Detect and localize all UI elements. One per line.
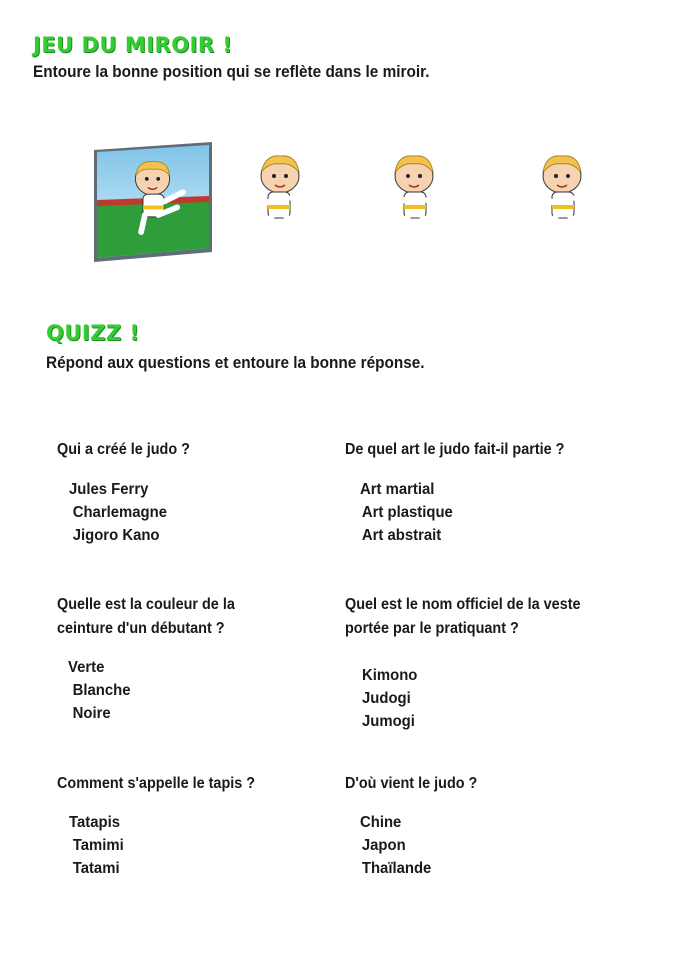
answer-option[interactable]: Art martial	[360, 481, 435, 498]
judoka-kick-figure[interactable]	[522, 150, 602, 240]
answer-option[interactable]: Tamimi	[72, 837, 124, 854]
question-text: De quel art le judo fait-il partie ?	[345, 441, 565, 458]
answer-options-4	[362, 664, 417, 733]
answer-option[interactable]: Japon	[361, 837, 406, 854]
question-6	[345, 772, 477, 796]
answer-options-1	[69, 478, 167, 547]
answer-option[interactable]: Art abstrait	[361, 527, 442, 544]
answer-option[interactable]: Jules Ferry	[69, 481, 149, 498]
answer-options-6	[360, 811, 431, 880]
answer-option[interactable]: Charlemagne	[72, 504, 167, 521]
quiz-instruction: Répond aux questions et entoure la bonne réponse.	[46, 354, 425, 372]
answer-option[interactable]: Kimono	[362, 667, 418, 684]
quiz-title: QUIZZ !	[46, 321, 140, 345]
question-text: Qui a créé le judo ?	[57, 441, 190, 458]
answer-option[interactable]: Chine	[360, 814, 402, 831]
question-text: D'où vient le judo ?	[345, 775, 478, 792]
question-2	[345, 438, 564, 462]
answer-option[interactable]: Judogi	[362, 690, 411, 707]
answer-options-5	[69, 811, 124, 880]
answer-option[interactable]: Tatami	[72, 860, 120, 877]
answer-option[interactable]: Noire	[72, 705, 111, 722]
judoka-kick-figure[interactable]	[378, 150, 458, 240]
question-3	[57, 593, 235, 641]
answer-option[interactable]: Jumogi	[362, 713, 415, 730]
answer-option[interactable]: Art plastique	[361, 504, 453, 521]
judoka-kick-figure[interactable]	[236, 150, 316, 240]
answer-option[interactable]: Thaïlande	[361, 860, 432, 877]
answer-options-2	[360, 478, 453, 547]
question-text: ceinture d'un débutant ?	[57, 620, 225, 637]
question-text: Comment s'appelle le tapis ?	[57, 775, 256, 792]
answer-option[interactable]: Tatapis	[69, 814, 120, 831]
question-1	[57, 438, 190, 462]
answer-option[interactable]: Blanche	[72, 682, 131, 699]
question-5	[57, 772, 255, 796]
question-text: portée par le pratiquant ?	[345, 620, 519, 637]
mirror-reflection-image	[92, 140, 216, 264]
question-text: Quelle est la couleur de la	[57, 596, 235, 613]
answer-option[interactable]: Jigoro Kano	[72, 527, 160, 544]
question-4	[345, 593, 581, 641]
mirror-game-instruction: Entoure la bonne position qui se reflète dans le miroir.	[33, 63, 430, 81]
question-text: Quel est le nom officiel de la veste	[345, 596, 581, 613]
mirror-game-title: JEU DU MIROIR !	[33, 33, 233, 57]
answer-option[interactable]: Verte	[68, 659, 105, 676]
answer-options-3	[68, 656, 131, 725]
